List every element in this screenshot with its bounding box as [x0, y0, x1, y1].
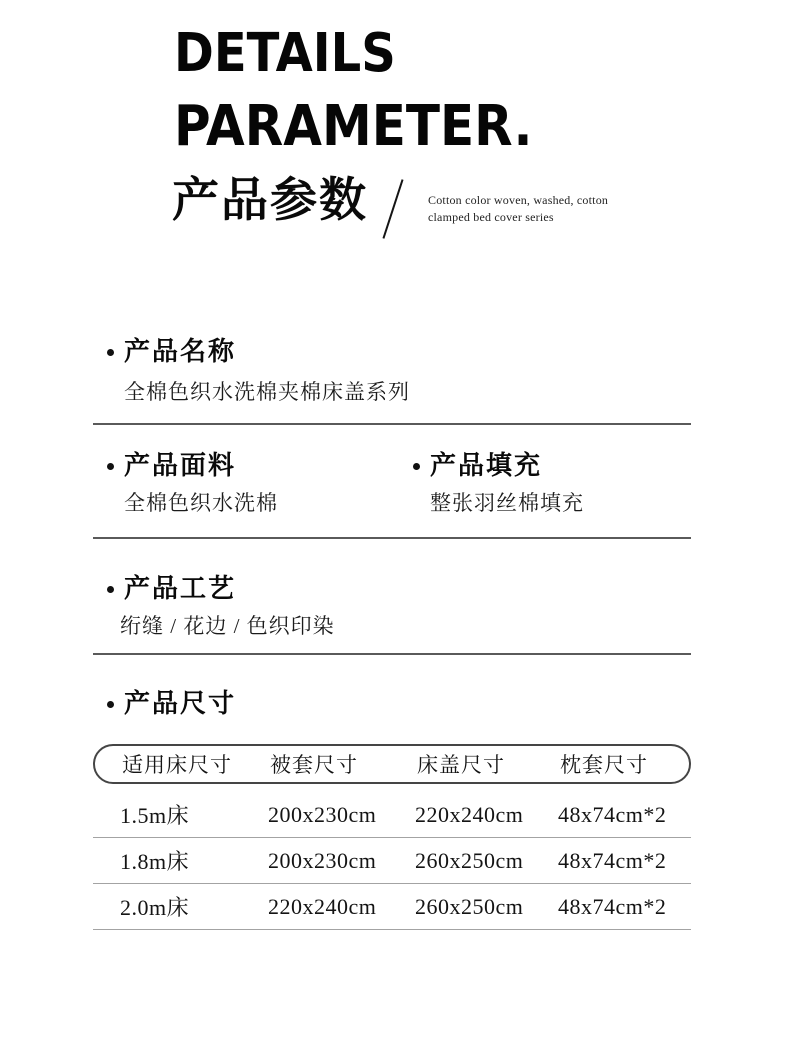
subtitle-line: clamped bed cover series	[428, 210, 554, 224]
table-cell: 2.0m床	[120, 895, 190, 920]
section-product-fabric	[93, 450, 413, 517]
section-body-product-name: 全棉色织水洗棉夹棉床盖系列	[124, 380, 410, 404]
section-body-product-craft: 绗缝 / 花边 / 色织印染	[120, 614, 335, 638]
table-cell: 200x230cm	[268, 801, 377, 827]
section-heading-label: 产品工艺	[124, 574, 237, 603]
section-product-filling	[413, 450, 691, 517]
bullet-dot-icon	[107, 349, 114, 356]
section-heading-label: 产品填充	[430, 451, 543, 480]
logo-text-details: DETAILS	[174, 21, 396, 85]
subtitle-english	[428, 192, 638, 226]
bullet-dot-icon	[107, 463, 114, 470]
section-heading-product-filling	[413, 450, 691, 482]
section-heading-label: 产品尺寸	[124, 689, 237, 718]
table-cell: 48x74cm*2	[558, 801, 667, 827]
section-row-fabric-filling	[93, 450, 691, 517]
section-body-product-fabric: 全棉色织水洗棉	[124, 491, 278, 515]
section-heading-product-fabric	[107, 450, 413, 482]
section-heading-product-craft	[107, 573, 691, 605]
table-header-pillow-size: 枕套尺寸	[560, 753, 648, 777]
table-cell: 260x250cm	[415, 847, 524, 873]
table-cell: 1.5m床	[120, 803, 190, 828]
table-header-duvet-size: 被套尺寸	[270, 753, 358, 777]
section-heading-product-name	[107, 336, 691, 368]
table-cell: 200x230cm	[268, 847, 377, 873]
section-divider	[93, 537, 691, 539]
section-body-product-filling: 整张羽丝棉填充	[430, 491, 584, 515]
bullet-dot-icon	[413, 463, 420, 470]
table-cell: 48x74cm*2	[558, 893, 667, 919]
section-divider	[93, 423, 691, 425]
size-table-body	[93, 792, 691, 930]
table-header-cover-size: 床盖尺寸	[417, 753, 505, 777]
size-table-header-row	[93, 744, 691, 784]
table-cell: 220x240cm	[415, 801, 524, 827]
bullet-dot-icon	[107, 701, 114, 708]
table-header-bed-size: 适用床尺寸	[122, 753, 232, 777]
table-row	[93, 838, 691, 884]
table-cell: 220x240cm	[268, 893, 377, 919]
spec-sections	[93, 336, 691, 930]
section-heading-label: 产品名称	[124, 337, 237, 366]
table-row	[93, 792, 691, 838]
table-cell: 260x250cm	[415, 893, 524, 919]
section-heading-label: 产品面料	[124, 451, 237, 480]
subtitle-line: Cotton color woven, washed, cotton	[428, 193, 609, 207]
section-heading-product-size	[107, 688, 691, 720]
bullet-dot-icon	[107, 586, 114, 593]
slash-divider-icon	[382, 179, 403, 239]
table-cell: 48x74cm*2	[558, 847, 667, 873]
table-row	[93, 884, 691, 930]
table-cell: 1.8m床	[120, 849, 190, 874]
section-divider	[93, 653, 691, 655]
logo-text-parameter: PARAMETER.	[174, 93, 533, 159]
page-title: 产品参数	[172, 175, 368, 227]
